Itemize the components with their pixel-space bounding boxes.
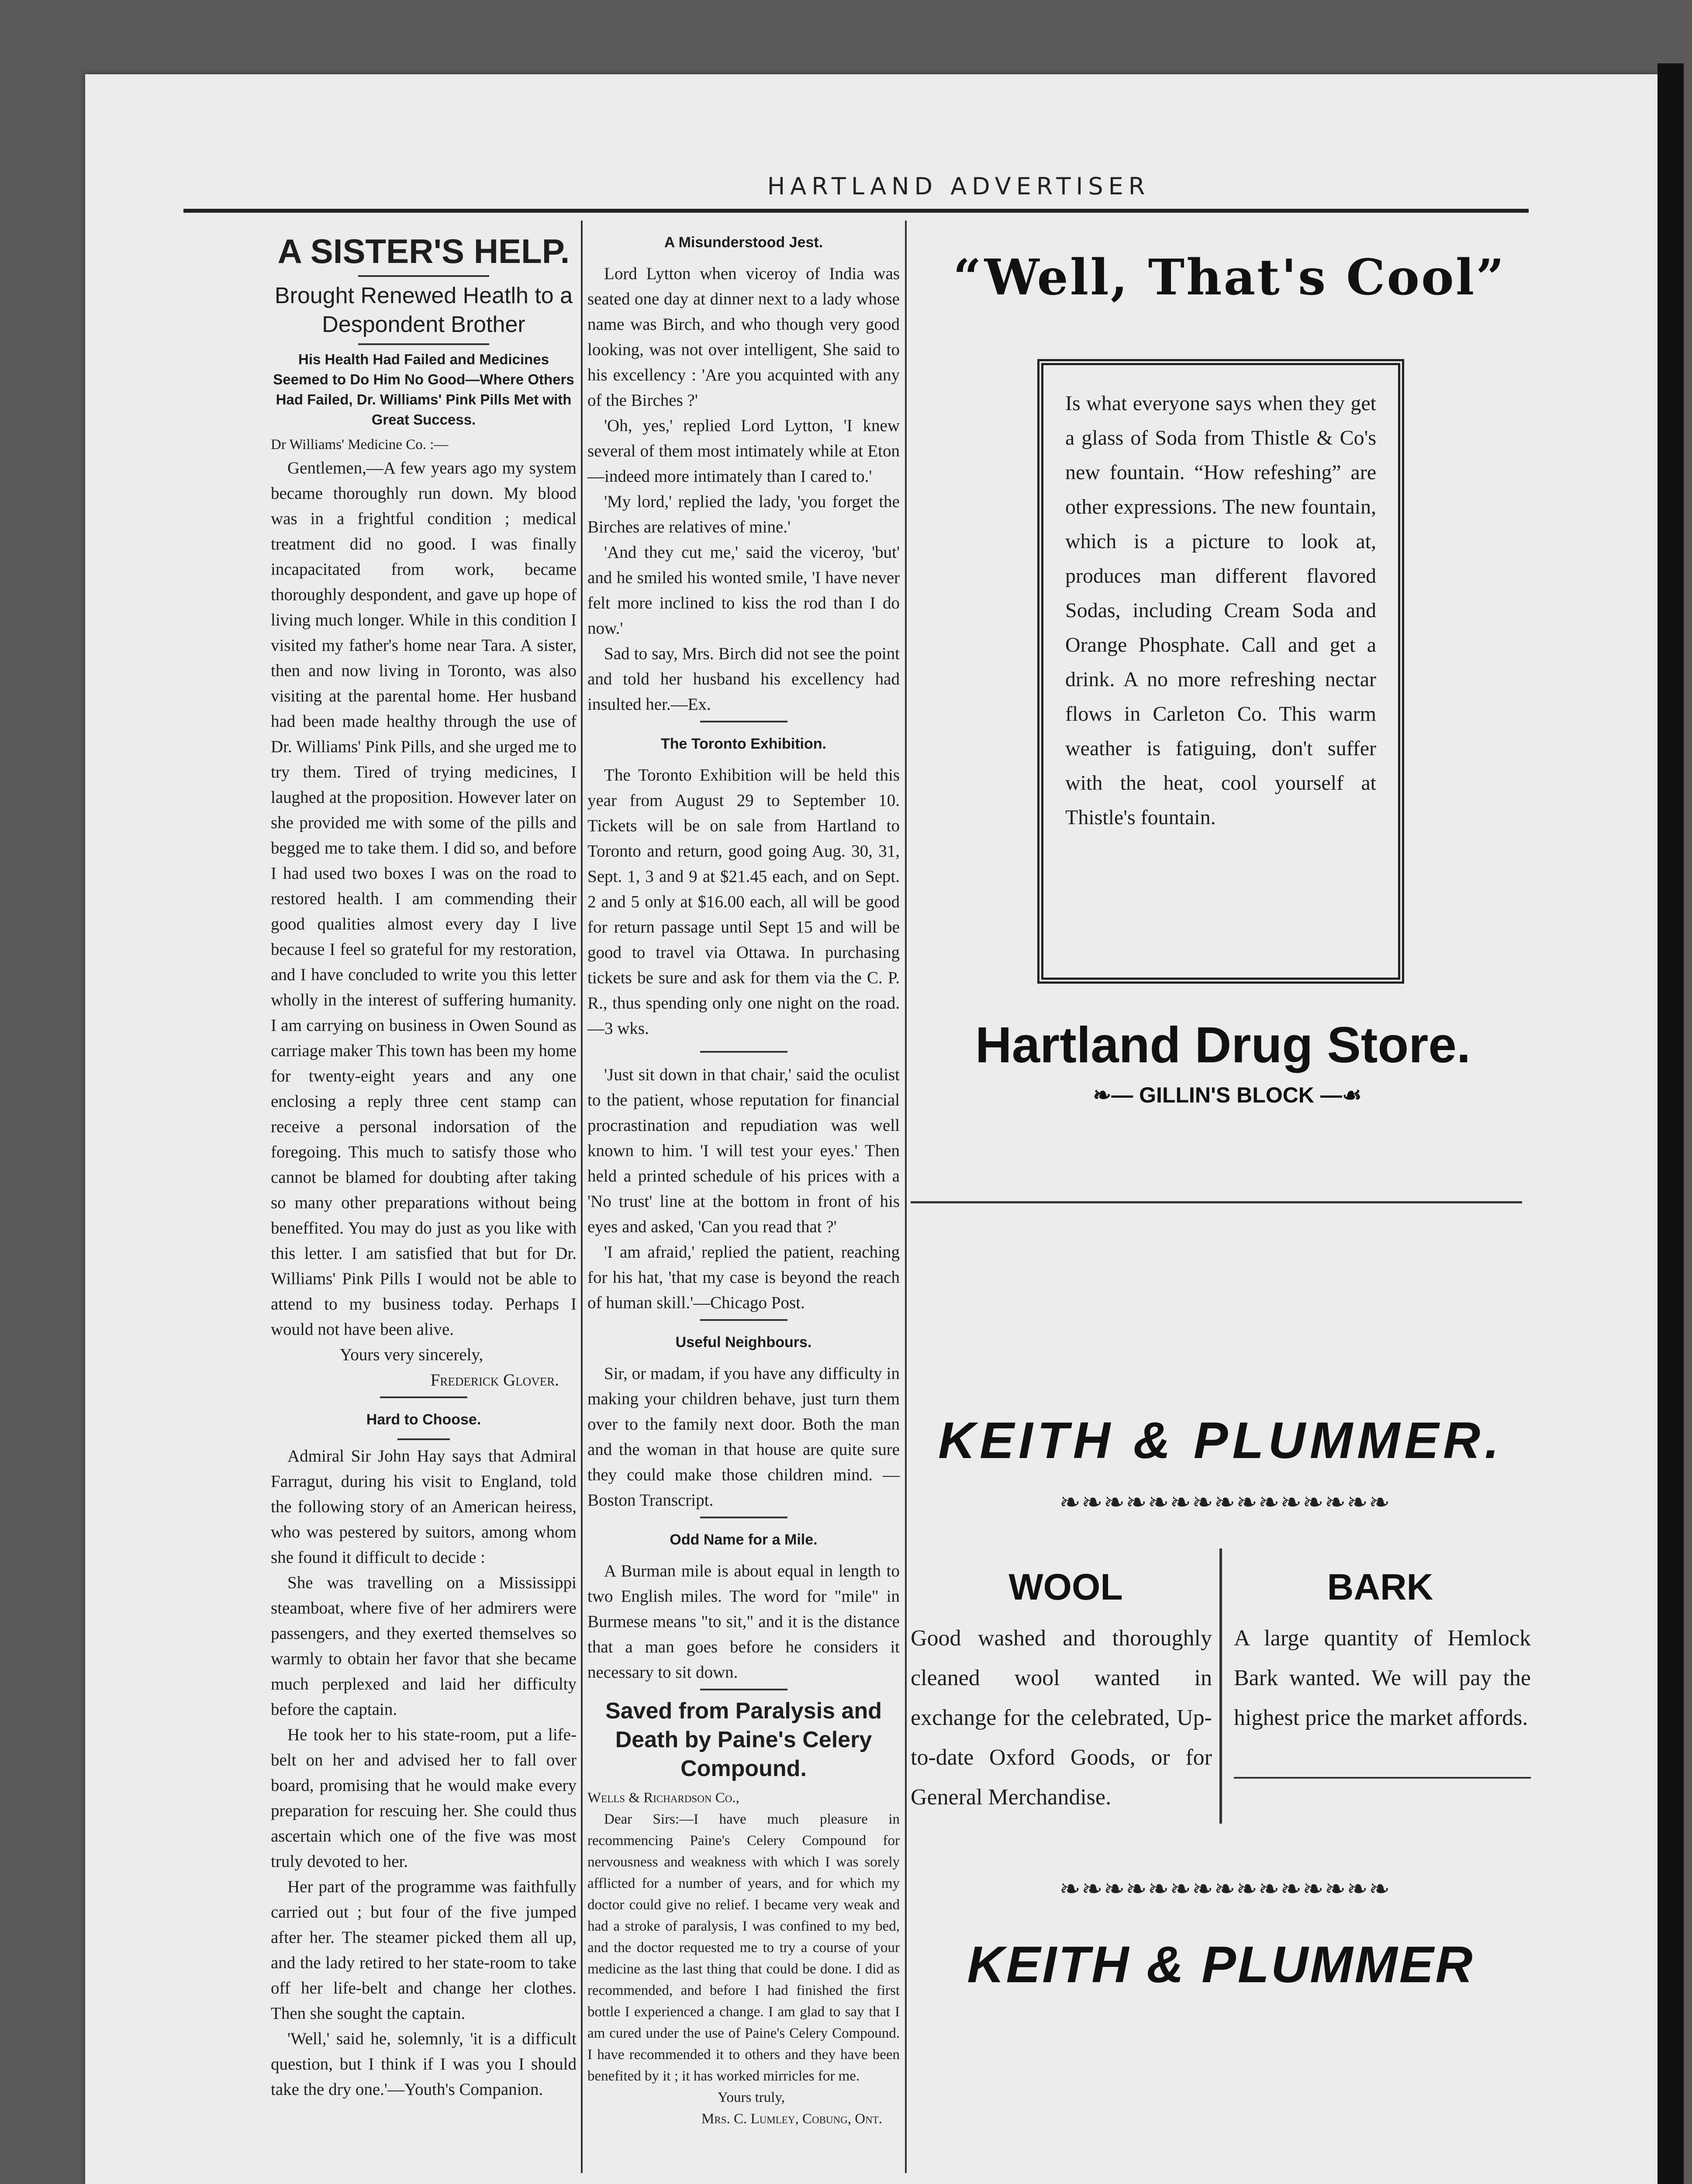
- paragraph: The Toronto Exhibition will be held this year from August 29 to September 10. Tickets will be on sale from Hartland to Toronto and return, good going Aug. 30, 31, Sept. 1, 3 and 9 at $21.45 each, and on Sept. 2 and 5 only at $16.00 each, all will be good for return passage until Sept 15 and will be good to travel via Ottawa. In purchasing tickets be sure and ask for them via the C. P. R., thus spending only one night on the road.—3 wks.: [587, 766, 900, 1038]
- section-rule: [700, 1319, 787, 1321]
- letter-body: Dear Sirs:—I have much pleasure in recommencing Paine's Celery Compound for nervousness and weakness with which I was sorely afflicted for a number of years, and for which my doctor could give no relief. I became very weak and had a stroke of paralysis, I was confined to my bed, and the doctor requested me to try a course of your medicine as the last thing that could be done. I did as recommended, and before I had finished the first bottle I experienced a change. I am glad to say that I am cured under the use of Paine's Celery Compound. I have recommended it to others and they have been benefited by it ; it has worked mirricles for me.: [587, 1811, 900, 2084]
- section-rule: [700, 1051, 787, 1053]
- article-deck: His Health Had Failed and Medicines Seemed to Do Him No Good—Where Others Had Failed, Dr. Williams' Pink Pills Met with Great Success.: [273, 351, 574, 428]
- ad-head-wool: WOOL: [1008, 1566, 1123, 1607]
- paragraph: 'I am afraid,' replied the patient, reaching for his hat, 'that my case is beyond the reach of human skill.'—Chicago Post.: [587, 1243, 900, 1312]
- ad-title-hartland-drug-store: Hartland Drug Store.: [975, 1016, 1471, 1073]
- masthead-rule: [183, 209, 1529, 213]
- column-divider-2: [905, 221, 907, 2173]
- paragraph: 'My lord,' replied the lady, 'you forget the Birches are relatives of mine.': [587, 492, 900, 536]
- paragraph: He took her to his state-room, put a life-belt on her and advised her to fall over board, promising that he would make every preparation for rescuing her. She could thus ascertain which one of the five was most truly devoted to her.: [271, 1725, 577, 1871]
- article-title-misunderstood-jest: A Misunderstood Jest.: [664, 234, 823, 251]
- ad-box-soda-fountain: [1037, 359, 1404, 984]
- article-title-toronto-exhibition: The Toronto Exhibition.: [661, 736, 826, 752]
- ad-title-keith-plummer: KEITH & PLUMMER.: [938, 1412, 1504, 1469]
- paragraph: 'And they cut me,' said the viceroy, 'but' and he smiled his wonted smile, 'I have never felt more inclined to kiss the rod than I do now.': [587, 543, 900, 638]
- article-title-sisters-help: A SISTER'S HELP.: [277, 232, 570, 270]
- ad-sub-label: GILLIN'S BLOCK: [1139, 1083, 1314, 1107]
- section-rule: [911, 1201, 1522, 1203]
- page-edge-shadow: [1657, 63, 1684, 2184]
- paragraph: 'Just sit down in that chair,' said the oculist to the patient, whose reputation for financial procrastination and repudiation was well known to him. 'I will test your eyes.' Then held a printed schedule of his prices with a 'No trust' line at the bottom in front of his eyes and asked, 'Can you read that ?': [587, 1065, 900, 1236]
- paragraph: A Burman mile is about equal in length to two English miles. The word for "mile" in Burmese means "to sit," and it is the distance that a man goes before he considers it necessary to sit down.: [587, 1562, 900, 1682]
- ornament-border-icon: ❧❧❧❧❧❧❧❧❧❧❧❧❧❧❧: [1059, 1487, 1391, 1517]
- section-rule: [700, 1517, 787, 1518]
- letter-addressee: Wells & Richardson Co.,: [587, 1790, 739, 1806]
- paragraph: Her part of the programme was faithfully carried out ; but four of the five jumped after her. The steamer picked them all up, and the lady retired to her state-room to take off her life-belt and change her clothes. Then she sought the captain.: [271, 1877, 577, 2023]
- ad-title-paines-celery: Saved from Paralysis and Death by Paine's Celery Compound.: [605, 1698, 882, 1781]
- scroll-ornament-icon: —☙: [1320, 1083, 1362, 1107]
- letter-closing: Yours truly,: [718, 2090, 785, 2105]
- paragraph: She was travelling on a Mississippi steamboat, where five of her admirers were passengers, and they exerted themselves so warmly to obtain her favor that she became much perplexed and laid her difficulty before the captain.: [271, 1573, 577, 1719]
- column-divider-1: [581, 221, 583, 2173]
- article-title-hard-to-choose: Hard to Choose.: [366, 1411, 481, 1428]
- ornament-border-icon: ❧❧❧❧❧❧❧❧❧❧❧❧❧❧❧: [1059, 1874, 1391, 1904]
- ad-sub-gillins-block: [1031, 1082, 1424, 1108]
- title-rule: [358, 275, 489, 277]
- paragraph: 'Well,' said he, solemnly, 'it is a difficult question, but I think if I was you I should take the dry one.'—Youth's Companion.: [271, 2029, 577, 2099]
- section-rule: [380, 1396, 467, 1398]
- ad-text-bark: A large quantity of Hemlock Bark wanted. We will pay the highest price the market affords.: [1234, 1626, 1531, 1730]
- section-rule: [700, 1689, 787, 1690]
- ad-title-well-thats-cool: “Well, That's Cool”: [953, 249, 1506, 306]
- letter-closing: Yours very sincerely,: [340, 1345, 483, 1364]
- masthead: HARTLAND ADVERTISER: [767, 173, 1150, 200]
- ad-footer-keith-plummer: KEITH & PLUMMER: [967, 1936, 1474, 1994]
- section-rule: [397, 1438, 450, 1440]
- scroll-ornament-icon: ❧—: [1093, 1083, 1133, 1107]
- paragraph: Sir, or madam, if you have any difficulty in making your children behave, just turn them over to the family next door. Both the man and the woman in that house are quite sure they could make those children mind. — Boston Transcript.: [587, 1364, 900, 1510]
- section-rule: [700, 721, 787, 722]
- paragraph: Sad to say, Mrs. Birch did not see the point and told her husband his excellency had insulted her.—Ex.: [587, 644, 900, 714]
- ad-column-divider: [1219, 1548, 1222, 1824]
- letter-signature: Frederick Glover.: [430, 1371, 559, 1389]
- paragraph: Admiral Sir John Hay says that Admiral Farragut, during his visit to England, told the following story of an American heiress, who was pestered by suitors, among whom she found it difficult to decide :: [271, 1447, 577, 1567]
- ad-underline: [1234, 1777, 1531, 1779]
- ad-text-soda-fountain: Is what everyone says when they get a glass of Soda from Thistle & Co's new fountain. “How refeshing” are other expressions. The new fountain, which is a picture to look at, produces man different flavored Sodas, including Cream Soda and Orange Phosphate. Call and get a drink. A no more refreshing nectar flows in Carleton Co. This warm weather is fatiguing, don't suffer with the heat, cool yourself at Thistle's fountain.: [1065, 392, 1376, 829]
- column-2: [587, 227, 900, 2130]
- article-subtitle: Brought Renewed Heatlh to a Despondent Brother: [274, 283, 573, 337]
- subtitle-rule: [358, 343, 489, 345]
- column-1: [271, 227, 577, 2102]
- paragraph: Lord Lytton when viceroy of India was seated one day at dinner next to a lady whose name was Birch, and who though very good looking, was not over intelligent, She said to his excellency : 'Are you acquinted with any of the Birches ?': [587, 264, 900, 410]
- letter-body: Gentlemen,—A few years ago my system became thoroughly run down. My blood was in a frightful condition ; medical treatment did no good. I was finally incapacitated from work, became thoroughly despondent, and gave up hope of living much longer. While in this condition I visited my father's home near Tara. A sister, then and now living in Toronto, was also visiting at the parental home. Her husband had been made healthy through the use of Dr. Williams' Pink Pills, and she urged me to try them. Tired of trying medicines, I laughed at the proposition. However later on she provided me with some of the pills and begged me to take them. I did so, and before I had used two boxes I was on the road to restored health. I am commending their good qualities almost every day I live because I feel so grateful for my restoration, and I have concluded to write you this letter wholly in the interest of suffering humanity. I am carrying on business in Owen Sound as carriage maker This town has been my home for twenty-eight years and any one enclosing a reply three cent stamp can receive a personal indorsation of the foregoing. This much to satisfy those who cannot be blamed for doubting after taking so many other preparations without being beneffited. You may do just as you like with this letter. I am satisfied that but for Dr. Williams' Pink Pills I would not be able to attend to my business today. Perhaps I would not have been alive.: [271, 459, 577, 1339]
- ad-text-wool: Good washed and thoroughly cleaned wool wanted in exchange for the celebrated, Up-to-date Oxford Goods, or for General Merchandise.: [911, 1626, 1212, 1810]
- ad-head-bark: BARK: [1327, 1566, 1433, 1607]
- paragraph: 'Oh, yes,' replied Lord Lytton, 'I knew several of them most intimately while at Eton—indeed more intimately than I cared to.': [587, 416, 900, 486]
- letter-salutation: Dr Williams' Medicine Co. :—: [271, 437, 449, 453]
- article-title-odd-name-mile: Odd Name for a Mile.: [670, 1531, 818, 1548]
- article-title-useful-neighbours: Useful Neighbours.: [675, 1334, 812, 1351]
- letter-signature: Mrs. C. Lumley, Cobung, Ont.: [701, 2111, 882, 2127]
